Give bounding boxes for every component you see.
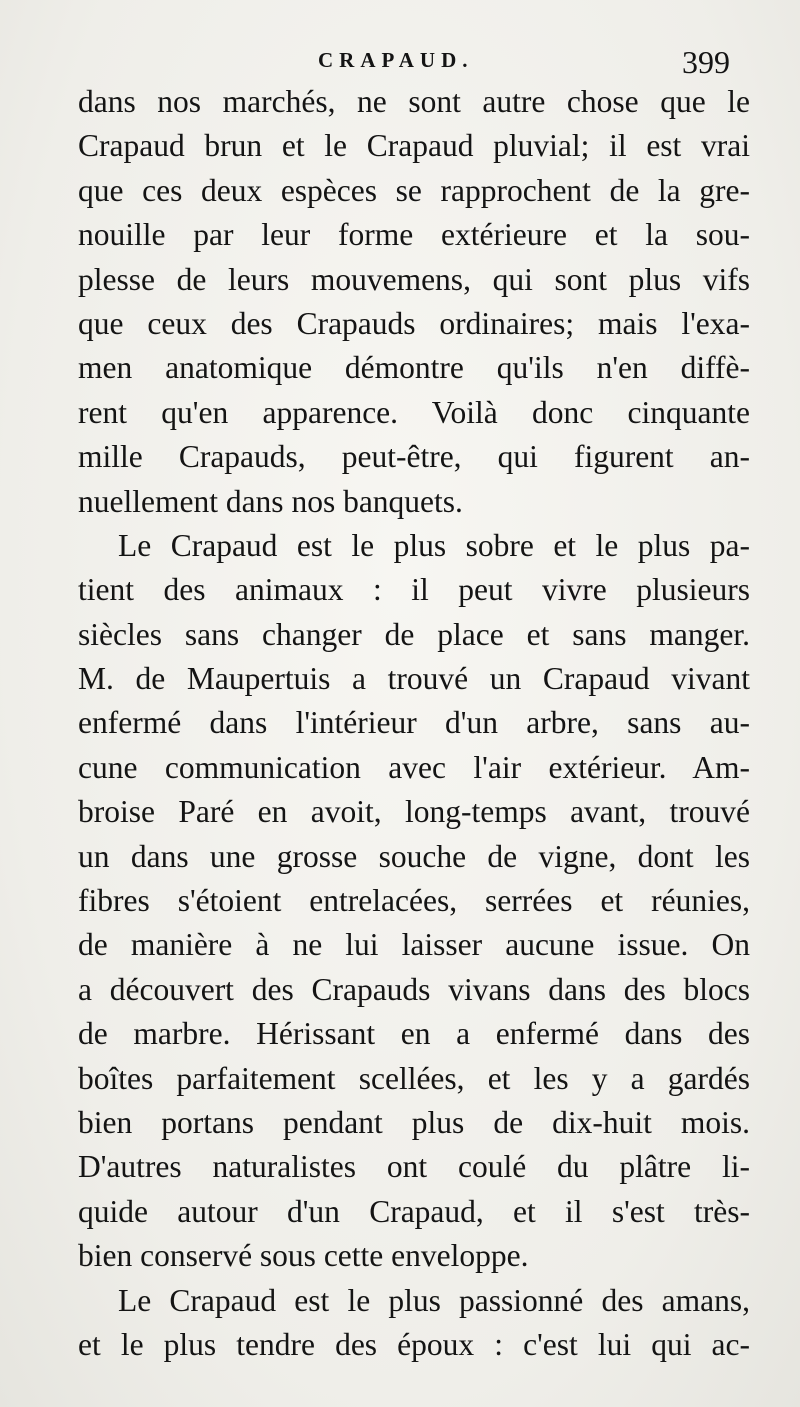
text-line: nouille par leur forme extérieure et la sou- bbox=[78, 217, 750, 253]
text-line: rent qu'en apparence. Voilà donc cinquante bbox=[78, 394, 750, 430]
text-line: men anatomique démontre qu'ils n'en diffè- bbox=[78, 350, 750, 386]
text-line: et le plus tendre des époux : c'est lui qui ac- bbox=[78, 1326, 750, 1362]
text-line: tient des animaux : il peut vivre plusieurs bbox=[78, 572, 750, 608]
text-line: siècles sans changer de place et sans manger. bbox=[78, 616, 750, 652]
text-line: quide autour d'un Crapaud, et il s'est très- bbox=[78, 1193, 750, 1229]
text-line: Crapaud brun et le Crapaud pluvial; il est vrai bbox=[78, 128, 750, 164]
body-text bbox=[78, 80, 750, 1367]
text-line: cune communication avec l'air extérieur. Am- bbox=[78, 749, 750, 785]
page-number: 399 bbox=[682, 44, 730, 80]
text-line: a découvert des Crapauds vivans dans des blocs bbox=[78, 971, 750, 1007]
text-line: bien conservé sous cette enveloppe. bbox=[78, 1238, 529, 1274]
text-line: que ceux des Crapauds ordinaires; mais l'exa- bbox=[78, 305, 750, 341]
text-line: fibres s'étoient entrelacées, serrées et réunies, bbox=[78, 883, 750, 919]
running-head bbox=[0, 44, 800, 84]
text-line: un dans une grosse souche de vigne, dont les bbox=[78, 838, 750, 874]
text-line: M. de Maupertuis a trouvé un Crapaud vivant bbox=[78, 661, 750, 697]
text-line: broise Paré en avoit, long-temps avant, trouvé bbox=[78, 794, 750, 830]
text-line: Le Crapaud est le plus sobre et le plus pa- bbox=[118, 527, 750, 563]
text-line: Le Crapaud est le plus passionné des amans, bbox=[118, 1282, 750, 1318]
text-line: bien portans pendant plus de dix-huit mois. bbox=[78, 1104, 750, 1140]
text-line: que ces deux espèces se rapprochent de la gre- bbox=[78, 172, 750, 208]
text-line: de marbre. Hérissant en a enfermé dans des bbox=[78, 1016, 750, 1052]
text-line: plesse de leurs mouvemens, qui sont plus vifs bbox=[78, 261, 750, 297]
text-line: enfermé dans l'intérieur d'un arbre, sans au- bbox=[78, 705, 750, 741]
text-line: mille Crapauds, peut-être, qui figurent an- bbox=[78, 439, 750, 475]
running-title: CRAPAUD. bbox=[318, 48, 474, 72]
text-line: dans nos marchés, ne sont autre chose que le bbox=[78, 84, 750, 119]
text-line: nuellement dans nos banquets. bbox=[78, 483, 463, 519]
text-line: D'autres naturalistes ont coulé du plâtre li- bbox=[78, 1149, 750, 1185]
text-line: de manière à ne lui laisser aucune issue. On bbox=[78, 927, 750, 963]
text-line: boîtes parfaitement scellées, et les y a gardés bbox=[78, 1060, 750, 1096]
